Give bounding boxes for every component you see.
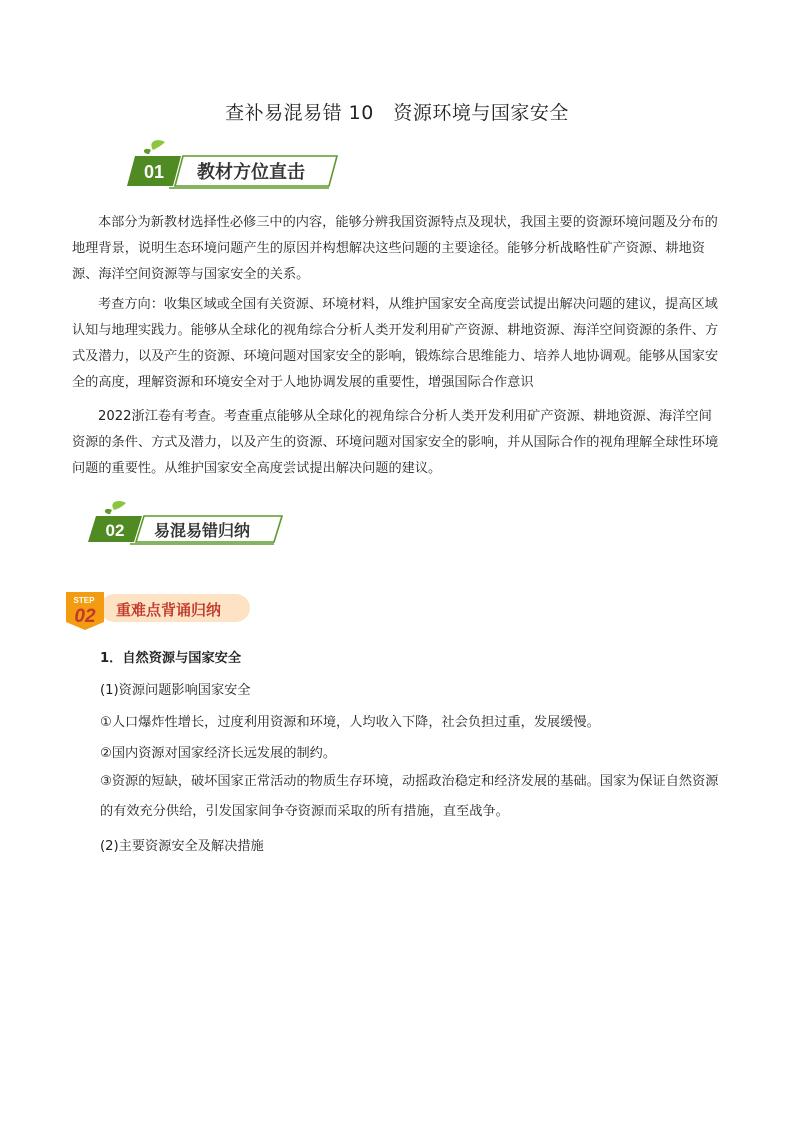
leaf-icon [144, 140, 165, 154]
page-title: 查补易混易错 10 资源环境与国家安全 [225, 102, 569, 124]
step-number: 02 [74, 606, 96, 627]
paragraph-1: 本部分为新教材选择性必修三中的内容，能够分辨我国资源特点及现状，我国主要的资源环境问题及分布的地理背景，说明生态环境问题产生的原因并构想解决这些问题的主要途径。能够分析战略性矿产资源、耕地资源、海洋空间资源等与国家安全的关系。 [72, 215, 718, 282]
paragraph-2: 考查方向：收集区域或全国有关资源、环境材料，从维护国家安全高度尝试提出解决问题的建议，提高区域认知与地理实践力。能够从全球化的视角综合分析人类开发利用矿产资源、耕地资源、海洋空间资源的条件、方式及潜力，以及产生的资源、环境问题对国家安全的影响，锻炼综合思维能力、培养人地协调观。能够从国家安全的高度，理解资源和环境安全对于人地协调发展的重要性，增强国际合作意识 [72, 297, 719, 390]
point-3: ③资源的短缺，破坏国家正常活动的物质生存环境，动摇政治稳定和经济发展的基础。国家为保证自然资源的有效充分供给，引发国家间争夺资源而采取的所有措施，直至战争。 [100, 774, 719, 819]
paragraph-3: 2022浙江卷有考查。考查重点能够从全球化的视角综合分析人类开发利用矿产资源、耕地资源、海洋空间资源的条件、方式及潜力，以及产生的资源、环境问题对国家安全的影响，并从国际合作的视角理解全球性环境问题的重要性。从维护国家安全高度尝试提出解决问题的建议。 [72, 409, 719, 476]
section-badge-graphic-2 [86, 498, 286, 548]
section-label: 易混易错归纳 [154, 521, 251, 540]
section-header-1 [125, 136, 341, 192]
step-badge-graphic [64, 588, 254, 632]
section-label: 教材方位直击 [197, 162, 305, 183]
heading-1: 1．自然资源与国家安全 [100, 651, 242, 666]
point-1: ①人口爆炸性增长，过度利用资源和环境，人均收入下降，社会负担过重，发展缓慢。 [100, 715, 600, 730]
step-label: 重难点背诵归纳 [116, 601, 222, 619]
section-badge-graphic [125, 136, 341, 192]
leaf-icon [105, 501, 126, 514]
point-2: ②国内资源对国家经济长远发展的制约。 [100, 746, 337, 761]
subheading-1: (1)资源问题影响国家安全 [100, 683, 251, 698]
section-number: 01 [143, 162, 165, 182]
subheading-2: (2)主要资源安全及解决措施 [100, 839, 264, 854]
section-number: 02 [105, 521, 125, 540]
step-word: STEP [73, 596, 95, 605]
section-header-2 [86, 498, 286, 554]
step-badge [64, 588, 254, 632]
